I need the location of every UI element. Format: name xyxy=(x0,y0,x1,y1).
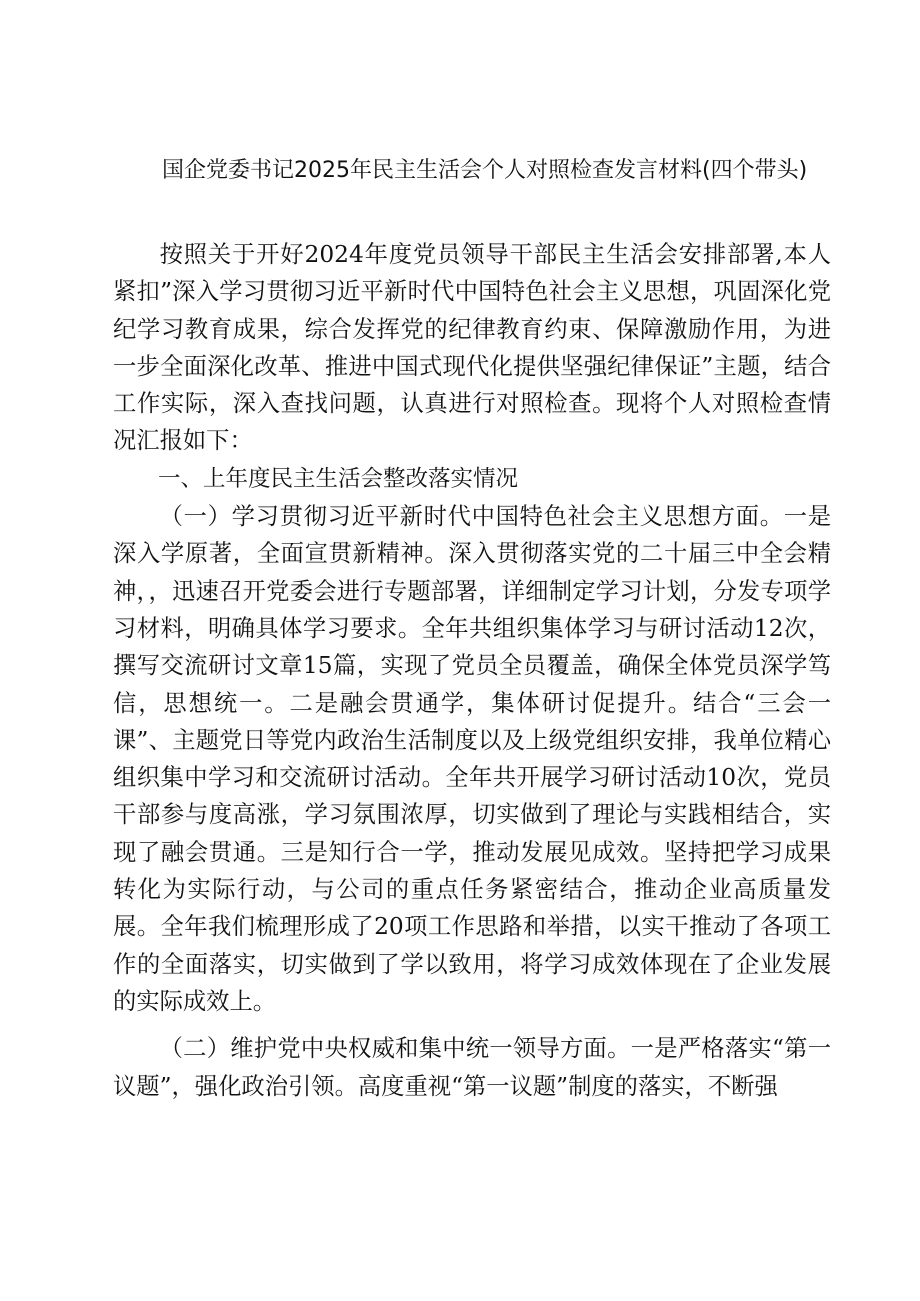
intro-paragraph: 按照关于开好2024年度党员领导干部民主生活会安排部署,本人紧扣”深入学习贯彻习近平新时代中国特色社会主义思想，巩固深化党纪学习教育成果，综合发挥党的纪律教育约束、保障激励作用，为进一步全面深化改革、推进中国式现代化提供坚强纪律保证”主题，结合工作实际，深入查找问题，认真进行对照检查。现将个人对照检查情况汇报如下： xyxy=(113,241,831,455)
section-heading: 一、上年度民主生活会整改落实情况 xyxy=(158,465,519,492)
section-paragraph-authority: （二）维护党中央权威和集中统一领导方面。一是严格落实“第一议题”，强化政治引领。高度重视“第一议题”制度的落实，不断强 xyxy=(113,1035,831,1100)
section-paragraph-study: （一）学习贯彻习近平新时代中国特色社会主义思想方面。一是深入学原著，全面宣贯新精神。深入贯彻落实党的二十届三中全会精神，，迅速召开党委会进行专题部署，详细制定学习计划，分发专项学习材料，明确具体学习要求。全年共组织集体学习与研讨活动12次，撰写交流研讨文章15篇，实现了党员全员覆盖，确保全体党员深学笃信，思想统一。二是融会贯通学，集体研讨促提升。结合“三会一课”、主题党日等党内政治生活制度以及上级党组织安排，我单位精心组织集中学习和交流研讨活动。全年共开展学习研讨活动10次，党员干部参与度高涨，学习氛围浓厚，切实做到了理论与实践相结合，实现了融会贯通。三是知行合一学，推动发展见成效。坚持把学习成果转化为实际行动，与公司的重点任务紧密结合，推动企业高质量发展。全年我们梳理形成了20项工作思路和举措，以实干推动了各项工作的全面落实，切实做到了学以致用，将学习成效体现在了企业发展的实际成效上。 xyxy=(113,503,831,1015)
document-body xyxy=(113,236,831,1105)
document-title: 国企党委书记2025年民主生活会个人对照检查发言材料(四个带头) xyxy=(162,158,808,183)
